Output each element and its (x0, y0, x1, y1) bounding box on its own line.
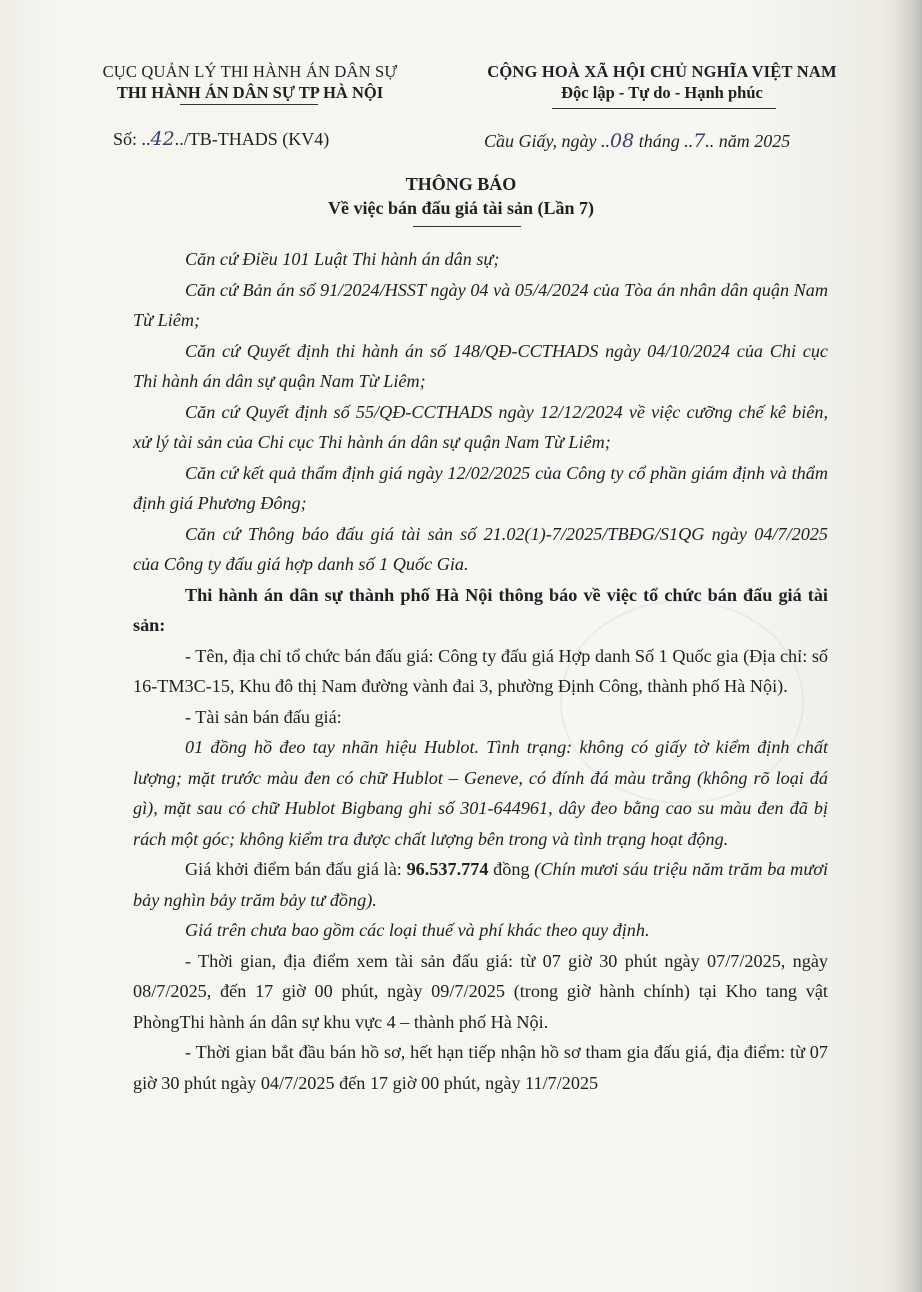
agency-name: THI HÀNH ÁN DÂN SỰ TP HÀ NỘI (116, 83, 384, 102)
agency-parent: CỤC QUẢN LÝ THI HÀNH ÁN DÂN SỰ (102, 62, 398, 81)
basis-2: Căn cứ Bản án số 91/2024/HSST ngày 04 và 05/4/2024 của Tòa án nhân dân quận Nam Từ Liêm; (133, 279, 828, 330)
price-unit: đồng (488, 859, 535, 879)
title-rule (413, 226, 521, 227)
document-number (113, 128, 329, 150)
docno-handwritten: 42 (150, 128, 175, 150)
date-line (484, 130, 790, 152)
document-title: THÔNG BÁO (405, 174, 517, 194)
document-subtitle: Về việc bán đấu giá tài sản (Lần 7) (327, 198, 595, 218)
date-month: 7 (693, 130, 706, 152)
nation-header (462, 62, 862, 103)
document-sale-schedule: - Thời gian bắt đầu bán hồ sơ, hết hạn tiếp nhận hồ sơ tham gia đấu giá, địa điểm: từ 07 giờ 30 phút ngày 04/7/2025 đến 17 giờ 00 phút, ngày 11/7/2025 (133, 1042, 828, 1093)
agency-header (70, 62, 430, 103)
basis-3: Căn cứ Quyết định thi hành án số 148/QĐ-CCTHADS ngày 04/10/2024 của Chi cục Thi hành án dân sự quận Nam Từ Liêm; (133, 340, 828, 391)
asset-description: 01 đồng hồ đeo tay nhãn hiệu Hublot. Tình trạng: không có giấy tờ kiểm định chất lượng; mặt trước màu đen có chữ Hublot – Geneve, có đính đá màu trắng (không rõ loại đá gì), mặt sau có chữ Hublot Bigbang ghi số 301-644961, dây đeo bằng cao su màu đen đã bị rách một góc; không kiểm tra được chất lượng bên trong và tình trạng hoạt động. (133, 737, 828, 849)
price-label: Giá khởi điểm bán đấu giá là: (185, 859, 407, 879)
basis-5: Căn cứ kết quả thẩm định giá ngày 12/02/2025 của Công ty cổ phần giám định và thẩm định giá Phương Đông; (133, 462, 828, 513)
date-month-label: tháng .. (634, 131, 694, 151)
basis-1: Căn cứ Điều 101 Luật Thi hành án dân sự; (185, 249, 500, 269)
date-year: .. năm 2025 (705, 131, 791, 151)
tax-note: Giá trên chưa bao gồm các loại thuế và phí khác theo quy định. (185, 920, 650, 940)
document-body (133, 244, 828, 1098)
docno-suffix: ../TB-THADS (KV4) (174, 129, 330, 149)
asset-label: - Tài sản bán đấu giá: (185, 706, 342, 727)
date-place: Cầu Giấy, ngày .. (484, 131, 610, 151)
price-in-words: (Chín mươi sáu triệu năm trăm ba mươi bảy nghìn bảy trăm bảy tư đồng). (133, 859, 828, 910)
docno-prefix: Số: .. (113, 129, 151, 149)
starting-price (133, 854, 828, 915)
announcement: Thi hành án dân sự thành phố Hà Nội thông báo về việc tổ chức bán đấu giá tài sản: (133, 584, 828, 635)
nation-motto: Độc lập - Tự do - Hạnh phúc (561, 83, 763, 102)
viewing-schedule: - Thời gian, địa điểm xem tài sản đấu giá: từ 07 giờ 30 phút ngày 07/7/2025, ngày 08/7/2025, đến 17 giờ 00 phút, ngày 09/7/2025 (trong giờ hành chính) tại Kho tang vật PhòngThi hành án dân sự khu vực 4 – thành phố Hà Nội. (133, 950, 828, 1032)
motto-underline (552, 108, 776, 109)
date-day: 08 (610, 130, 635, 152)
auction-organization: - Tên, địa chỉ tổ chức bán đấu giá: Công ty đấu giá Hợp danh Số 1 Quốc gia (Địa chỉ: số 16-TM3C-15, Khu đô thị Nam đường vành đai 3, phường Định Công, thành phố Hà Nội). (133, 645, 828, 696)
basis-4: Căn cứ Quyết định số 55/QĐ-CCTHADS ngày 12/12/2024 về việc cưỡng chế kê biên, xử lý tài sản của Chi cục Thi hành án dân sự quận Nam Từ Liêm; (133, 401, 828, 452)
agency-underline (180, 104, 318, 105)
price-amount: 96.537.774 (406, 859, 489, 879)
basis-6: Căn cứ Thông báo đấu giá tài sản số 21.02(1)-7/2025/TBĐG/S1QG ngày 04/7/2025 của Công ty đấu giá hợp danh số 1 Quốc Gia. (133, 523, 828, 574)
nation-name: CỘNG HOÀ XÃ HỘI CHỦ NGHĨA VIỆT NAM (487, 62, 837, 81)
